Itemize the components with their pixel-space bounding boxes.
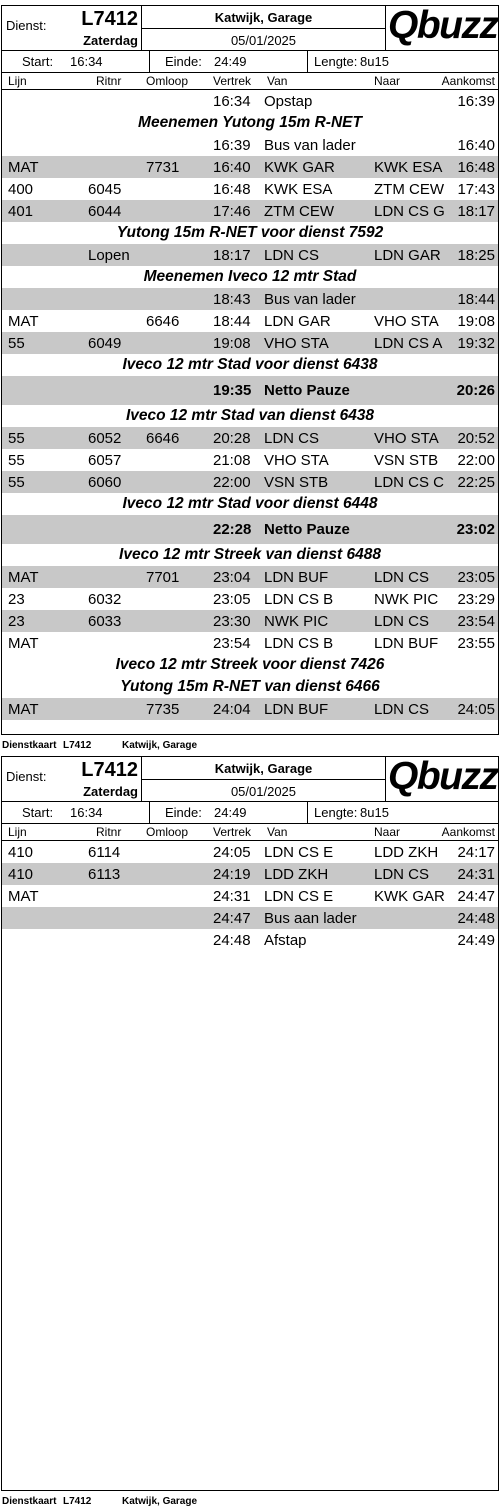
cell-van: Afstap (264, 932, 307, 949)
cell-ritnr: 6114 (88, 844, 121, 861)
cell-naar: LDN CS G (374, 203, 445, 220)
cell-lijn: MAT (8, 569, 39, 586)
cell-van: Opstap (264, 93, 313, 110)
cell-aankomst: 17:43 (457, 181, 495, 198)
cell-ritnr: 6033 (88, 613, 122, 630)
cell-vertrek: 21:08 (213, 452, 251, 469)
cell-omloop: 6646 (146, 313, 180, 330)
cell-vertrek: 23:05 (213, 591, 251, 608)
lengte-label: Lengte: (314, 805, 358, 820)
qbuzz-logo: Qbuzz (388, 4, 498, 47)
cell-van: LDN GAR (264, 313, 331, 330)
cell-lijn: MAT (8, 701, 39, 718)
cell-vertrek: 24:04 (213, 701, 251, 718)
cell-lijn: MAT (8, 159, 39, 176)
dienst-label: Dienst: (6, 18, 47, 33)
col-lijn: Lijn (8, 74, 27, 88)
section-heading: Iveco 12 mtr Streek van dienst 6488 (119, 546, 381, 563)
dienst-label: Dienst: (6, 769, 47, 784)
cell-aankomst: 20:52 (457, 430, 495, 447)
cell-ritnr: 6044 (88, 203, 122, 220)
start-label: Start: (22, 54, 54, 69)
cell-lijn: MAT (8, 888, 39, 905)
col-aankomst: Aankomst (441, 74, 495, 88)
cell-aankomst: 23:55 (457, 635, 495, 652)
cell-van: KWK GAR (264, 159, 335, 176)
cell-vertrek: 16:39 (213, 137, 251, 154)
cell-ritnr: 6060 (88, 474, 122, 491)
cell-van: Bus van lader (264, 137, 356, 154)
section-heading: Iveco 12 mtr Stad voor dienst 6448 (122, 495, 378, 512)
einde-label: Einde: (165, 805, 202, 820)
cell-vertrek: 23:30 (213, 613, 251, 630)
cell-aankomst: 16:39 (457, 93, 495, 110)
trip-row (2, 698, 498, 720)
cell-aankomst: 24:49 (457, 932, 495, 949)
cell-lijn: MAT (8, 635, 39, 652)
cell-naar: LDN CS A (374, 335, 443, 352)
cell-van: Bus van lader (264, 291, 356, 308)
cell-vertrek: 22:00 (213, 474, 251, 491)
cell-van: LDN BUF (264, 701, 329, 718)
dienst-number: L7412 (81, 8, 138, 30)
cell-ritnr: 6052 (88, 430, 122, 447)
cell-naar: KWK ESA (374, 159, 443, 176)
cell-aankomst: 18:25 (457, 247, 495, 264)
cell-aankomst: 24:47 (457, 888, 495, 905)
pause-label: Netto Pauze (264, 521, 350, 538)
section-heading: Meenemen Yutong 15m R-NET (138, 114, 362, 131)
cell-vertrek: 18:43 (213, 291, 251, 308)
cell-naar: LDN BUF (374, 635, 439, 652)
date: 05/01/2025 (230, 784, 297, 799)
cell-lijn: 55 (8, 474, 25, 491)
cell-van: LDN CS B (264, 591, 334, 608)
cell-lijn: 55 (8, 430, 25, 447)
cell-ritnr: 6049 (88, 335, 122, 352)
cell-vertrek: 24:05 (213, 844, 251, 861)
cell-van: LDD ZKH (264, 866, 329, 883)
cell-ritnr: 6045 (88, 181, 122, 198)
schedule-rows (2, 841, 498, 951)
col-van: Van (267, 825, 288, 839)
col-omloop: Omloop (146, 825, 189, 839)
cell-vertrek: 24:47 (213, 910, 251, 927)
day-name: Zaterdag (83, 33, 138, 48)
cell-van: LDN CS E (264, 844, 334, 861)
footer-dienst: L7412 (63, 1496, 92, 1507)
cell-lijn: 55 (8, 452, 25, 469)
column-header (2, 824, 498, 841)
dienst-cell (2, 757, 142, 802)
trip-row (2, 90, 498, 112)
cell-lijn: MAT (8, 313, 39, 330)
dienst-number: L7412 (81, 759, 138, 781)
section-heading: Iveco 12 mtr Stad van dienst 6438 (125, 407, 375, 424)
footer-label: Dienstkaart (2, 740, 57, 751)
cell-van: KWK ESA (264, 181, 333, 198)
start-time: 16:34 (70, 54, 103, 69)
cell-van: NWK PIC (264, 613, 329, 630)
cell-ritnr: Lopen (88, 247, 130, 264)
col-van: Van (267, 74, 288, 88)
col-vertrek: Vertrek (213, 74, 252, 88)
footer-location: Katwijk, Garage (122, 740, 198, 751)
trip-row (2, 244, 498, 266)
cell-lijn: 400 (8, 181, 34, 198)
cell-aankomst: 18:17 (457, 203, 495, 220)
card-header (2, 6, 498, 51)
trip-row (2, 288, 498, 310)
pause-label: Netto Pauze (264, 382, 350, 399)
cell-aankomst: 24:17 (457, 844, 495, 861)
cell-van: LDN BUF (264, 569, 329, 586)
section-heading: Yutong 15m R-NET voor dienst 7592 (116, 224, 384, 241)
cell-naar: ZTM CEW (374, 181, 444, 198)
cell-van: LDN CS B (264, 635, 334, 652)
cell-vertrek: 18:17 (213, 247, 251, 264)
cell-aankomst: 23:54 (457, 613, 495, 630)
col-naar: Naar (374, 825, 401, 839)
logo-cell (386, 6, 498, 51)
cell-aankomst: 18:44 (457, 291, 495, 308)
col-vertrek: Vertrek (213, 825, 252, 839)
cell-naar: VHO STA (374, 430, 439, 447)
cell-aankomst: 24:31 (457, 866, 495, 883)
cell-naar: KWK GAR (374, 888, 445, 905)
duty-card-page-1 (1, 5, 499, 735)
lengte-value: 8u15 (360, 54, 389, 69)
trip-row (2, 632, 498, 654)
einde-time: 24:49 (214, 54, 247, 69)
location-date-cell (142, 757, 386, 802)
cell-naar: LDN CS (374, 866, 430, 883)
trip-row (2, 332, 498, 354)
card-header (2, 757, 498, 802)
cell-van: LDN CS E (264, 888, 334, 905)
cell-omloop: 6646 (146, 430, 180, 447)
cell-aankomst: 19:32 (457, 335, 495, 352)
time-info-bar (2, 802, 498, 824)
cell-aankomst: 22:25 (457, 474, 495, 491)
trip-row (2, 178, 498, 200)
start-label: Start: (22, 805, 54, 820)
cell-vertrek: 24:19 (213, 866, 251, 883)
trip-row (2, 134, 498, 156)
trip-row (2, 863, 498, 885)
trip-row (2, 310, 498, 332)
pause-end: 20:26 (456, 382, 495, 399)
cell-naar: NWK PIC (374, 591, 439, 608)
cell-aankomst: 16:40 (457, 137, 495, 154)
qbuzz-logo: Qbuzz (388, 755, 498, 798)
trip-row (2, 885, 498, 907)
col-ritnr: Ritnr (96, 825, 122, 839)
pause-end: 23:02 (456, 521, 495, 538)
date: 05/01/2025 (230, 33, 297, 48)
trip-row (2, 907, 498, 929)
cell-naar: LDN CS (374, 613, 430, 630)
footer-location: Katwijk, Garage (122, 1496, 198, 1507)
cell-vertrek: 23:54 (213, 635, 251, 652)
trip-row (2, 156, 498, 178)
duty-card-page-2 (1, 756, 499, 1491)
start-time: 16:34 (70, 805, 103, 820)
col-lijn: Lijn (8, 825, 27, 839)
trip-row (2, 610, 498, 632)
cell-omloop: 7701 (146, 569, 180, 586)
section-heading: Yutong 15m R-NET van dienst 6466 (120, 678, 380, 695)
cell-naar: VSN STB (374, 452, 439, 469)
trip-row (2, 200, 498, 222)
cell-omloop: 7735 (146, 701, 180, 718)
dienst-cell (2, 6, 142, 51)
cell-vertrek: 16:34 (213, 93, 251, 110)
cell-lijn: 410 (8, 866, 34, 883)
cell-naar: VHO STA (374, 313, 439, 330)
cell-omloop: 7731 (146, 159, 180, 176)
cell-naar: LDD ZKH (374, 844, 439, 861)
col-naar: Naar (374, 74, 401, 88)
location-date-cell (142, 6, 386, 51)
cell-vertrek: 19:08 (213, 335, 251, 352)
schedule-rows (2, 90, 498, 720)
einde-label: Einde: (165, 54, 202, 69)
cell-lijn: 55 (8, 335, 25, 352)
pause-start: 22:28 (213, 521, 252, 538)
cell-naar: LDN CS (374, 569, 430, 586)
column-header (2, 73, 498, 90)
pause-row (2, 515, 498, 544)
cell-aankomst: 16:48 (457, 159, 495, 176)
cell-van: LDN CS (264, 247, 320, 264)
cell-naar: LDN CS C (374, 474, 445, 491)
location: Katwijk, Garage (214, 10, 313, 25)
col-ritnr: Ritnr (96, 74, 122, 88)
cell-aankomst: 19:08 (457, 313, 495, 330)
cell-van: VHO STA (264, 335, 329, 352)
cell-vertrek: 18:44 (213, 313, 251, 330)
cell-aankomst: 23:05 (457, 569, 495, 586)
pause-start: 19:35 (213, 382, 252, 399)
cell-van: VHO STA (264, 452, 329, 469)
cell-ritnr: 6032 (88, 591, 122, 608)
trip-row (2, 929, 498, 951)
trip-row (2, 841, 498, 863)
cell-vertrek: 24:31 (213, 888, 251, 905)
trip-row (2, 427, 498, 449)
cell-naar: LDN GAR (374, 247, 441, 264)
cell-vertrek: 20:28 (213, 430, 251, 447)
cell-van: LDN CS (264, 430, 320, 447)
cell-ritnr: 6113 (88, 866, 121, 883)
section-heading: Iveco 12 mtr Stad voor dienst 6438 (122, 356, 378, 373)
lengte-value: 8u15 (360, 805, 389, 820)
day-name: Zaterdag (83, 784, 138, 799)
cell-vertrek: 16:48 (213, 181, 251, 198)
time-info-bar (2, 51, 498, 73)
cell-lijn: 23 (8, 591, 25, 608)
cell-lijn: 410 (8, 844, 34, 861)
cell-ritnr: 6057 (88, 452, 122, 469)
cell-aankomst: 24:48 (457, 910, 495, 927)
cell-van: Bus aan lader (264, 910, 357, 927)
col-omloop: Omloop (146, 74, 189, 88)
footer-label: Dienstkaart (2, 1496, 57, 1507)
cell-van: VSN STB (264, 474, 329, 491)
trip-row (2, 449, 498, 471)
col-aankomst: Aankomst (441, 825, 495, 839)
cell-vertrek: 16:40 (213, 159, 251, 176)
cell-aankomst: 23:29 (457, 591, 495, 608)
einde-time: 24:49 (214, 805, 247, 820)
trip-row (2, 588, 498, 610)
cell-naar: LDN CS (374, 701, 430, 718)
cell-lijn: 23 (8, 613, 25, 630)
cell-aankomst: 24:05 (457, 701, 495, 718)
section-heading: Meenemen Iveco 12 mtr Stad (143, 268, 357, 285)
footer-dienst: L7412 (63, 740, 92, 751)
cell-van: ZTM CEW (264, 203, 334, 220)
cell-vertrek: 23:04 (213, 569, 251, 586)
logo-cell (386, 757, 498, 802)
cell-vertrek: 17:46 (213, 203, 251, 220)
cell-aankomst: 22:00 (457, 452, 495, 469)
trip-row (2, 471, 498, 493)
cell-lijn: 401 (8, 203, 34, 220)
lengte-label: Lengte: (314, 54, 358, 69)
cell-vertrek: 24:48 (213, 932, 251, 949)
pause-row (2, 376, 498, 405)
section-heading: Iveco 12 mtr Streek voor dienst 7426 (115, 656, 385, 673)
location: Katwijk, Garage (214, 761, 313, 776)
trip-row (2, 566, 498, 588)
